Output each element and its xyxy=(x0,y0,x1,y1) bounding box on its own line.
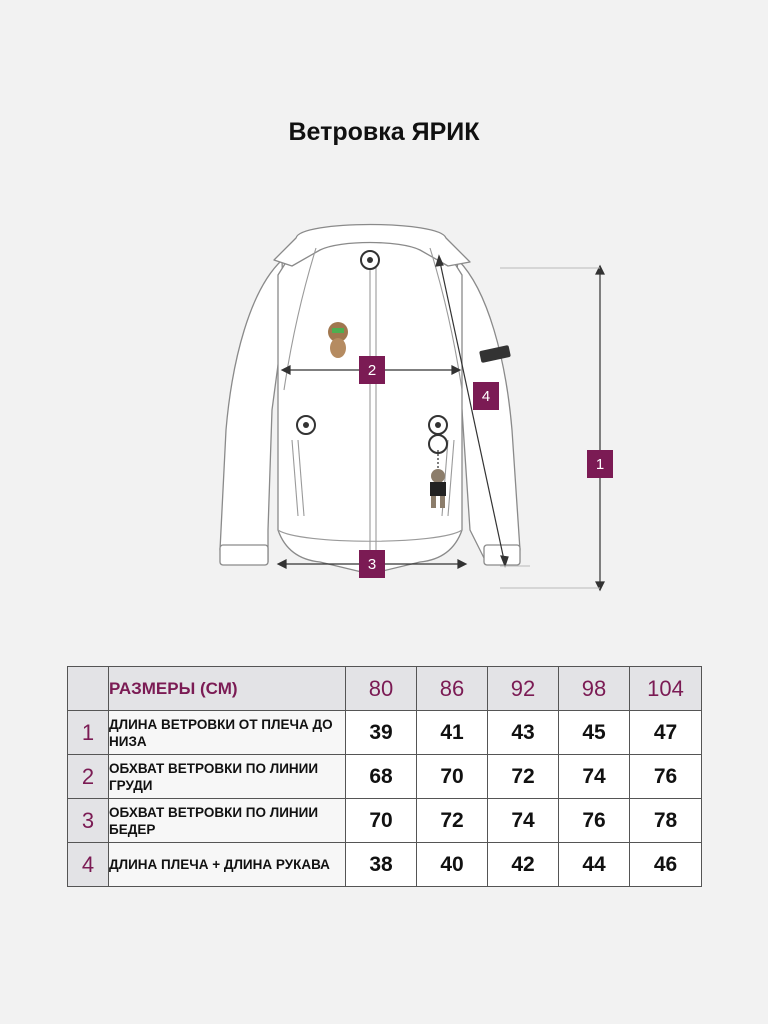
size-value: 70 xyxy=(417,755,488,799)
product-title: Ветровка ЯРИК xyxy=(288,118,480,146)
size-value: 74 xyxy=(488,799,559,843)
size-value: 46 xyxy=(630,843,702,887)
size-header: 98 xyxy=(559,667,630,711)
size-header: 80 xyxy=(346,667,417,711)
size-value: 47 xyxy=(630,711,702,755)
size-value: 70 xyxy=(346,799,417,843)
size-value: 43 xyxy=(488,711,559,755)
size-value: 40 xyxy=(417,843,488,887)
size-value: 74 xyxy=(559,755,630,799)
row-number: 3 xyxy=(68,799,109,843)
size-value: 38 xyxy=(346,843,417,887)
row-number: 2 xyxy=(68,755,109,799)
size-value: 41 xyxy=(417,711,488,755)
size-value: 76 xyxy=(630,755,702,799)
table-row xyxy=(68,799,702,843)
size-header: 86 xyxy=(417,667,488,711)
header-empty-cell xyxy=(68,667,109,711)
size-value: 72 xyxy=(417,799,488,843)
row-label: ОБХВАТ ВЕТРОВКИ ПО ЛИНИИ БЕДЕР xyxy=(109,799,346,843)
size-header: 104 xyxy=(630,667,702,711)
left-cuff xyxy=(220,545,268,565)
size-value: 78 xyxy=(630,799,702,843)
row-label: ДЛИНА ВЕТРОВКИ ОТ ПЛЕЧА ДО НИЗА xyxy=(109,711,346,755)
row-number: 4 xyxy=(68,843,109,887)
size-value: 42 xyxy=(488,843,559,887)
table-row xyxy=(68,755,702,799)
row-label: ДЛИНА ПЛЕЧА + ДЛИНА РУКАВА xyxy=(109,843,346,887)
size-value: 45 xyxy=(559,711,630,755)
measure-marker-4: 4 xyxy=(473,382,499,410)
size-value: 76 xyxy=(559,799,630,843)
size-header: 92 xyxy=(488,667,559,711)
left-sleeve xyxy=(220,260,284,562)
header-label: РАЗМЕРЫ (СМ) xyxy=(109,667,346,711)
size-value: 72 xyxy=(488,755,559,799)
size-value: 44 xyxy=(559,843,630,887)
measure-marker-1: 1 xyxy=(587,450,613,478)
table-row xyxy=(68,711,702,755)
size-table xyxy=(67,666,702,887)
size-value: 68 xyxy=(346,755,417,799)
row-number: 1 xyxy=(68,711,109,755)
table-row xyxy=(68,843,702,887)
measure-marker-3: 3 xyxy=(359,550,385,578)
row-label: ОБХВАТ ВЕТРОВКИ ПО ЛИНИИ ГРУДИ xyxy=(109,755,346,799)
table-header-row xyxy=(68,667,702,711)
measure-marker-2: 2 xyxy=(359,356,385,384)
size-value: 39 xyxy=(346,711,417,755)
